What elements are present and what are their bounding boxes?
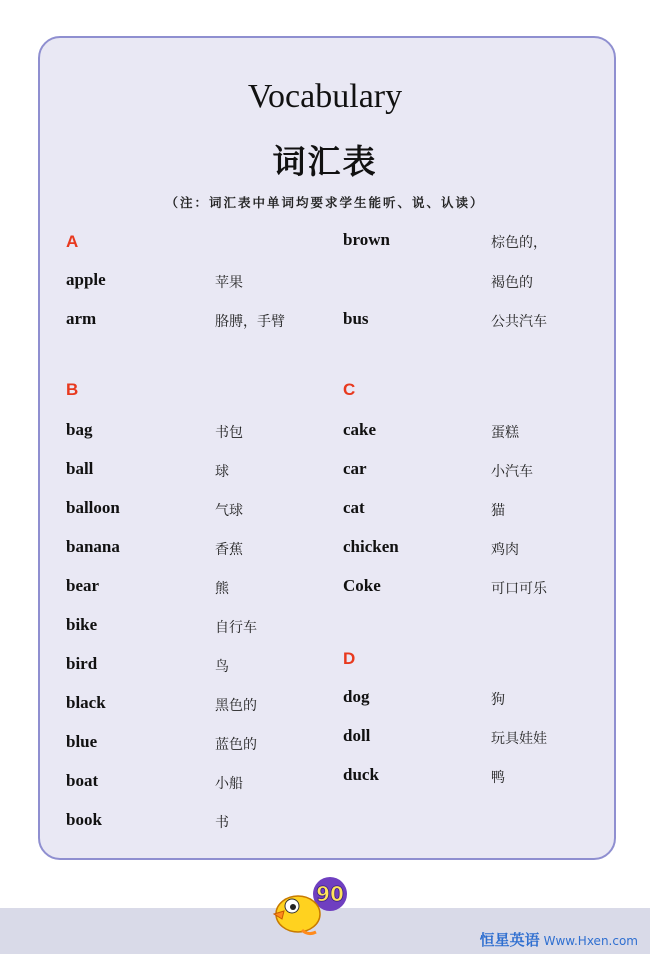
vocab-word: balloon <box>66 498 120 517</box>
vocab-meaning: 香蕉 <box>215 542 243 558</box>
vocab-meaning: 可口可乐 <box>491 581 547 597</box>
vocab-word: duck <box>343 765 379 784</box>
vocab-meaning: 鸡肉 <box>491 542 519 558</box>
vocab-word: ball <box>66 459 94 478</box>
vocab-word: cat <box>343 498 365 517</box>
vocab-meaning: 黑色的 <box>215 698 257 714</box>
vocab-meaning: 气球 <box>215 503 243 519</box>
vocab-word: arm <box>66 309 97 328</box>
vocab-meaning: 鸭 <box>491 770 505 786</box>
vocab-meaning: 蓝色的 <box>215 737 257 753</box>
vocab-meaning: 狗 <box>491 692 505 708</box>
vocab-meaning: 苹果 <box>215 275 243 291</box>
section-letter-a: A <box>66 232 79 251</box>
page-number: 90 <box>316 882 344 906</box>
vocab-meaning: 猫 <box>491 503 505 519</box>
page-subtitle: 词汇表 <box>272 142 378 181</box>
vocab-meaning: 胳膊，手臂 <box>215 314 285 330</box>
vocab-meaning: 小汽车 <box>491 464 533 480</box>
page-note: （注：词汇表中单词均要求学生能听、说、认读） <box>165 195 485 210</box>
vocab-word: banana <box>66 537 120 556</box>
vocab-word: apple <box>66 270 106 289</box>
vocab-meaning: 棕色的， <box>491 235 547 251</box>
vocab-word: bus <box>343 309 369 328</box>
vocab-meaning: 熊 <box>215 581 229 597</box>
vocab-meaning: 自行车 <box>215 620 257 636</box>
section-letter-c: C <box>343 380 356 399</box>
page-title: Vocabulary <box>247 78 403 115</box>
vocab-word: book <box>66 810 102 829</box>
vocab-word: brown <box>343 230 390 249</box>
vocab-word: doll <box>343 726 371 745</box>
vocab-meaning: 公共汽车 <box>491 314 547 330</box>
vocab-word: car <box>343 459 367 478</box>
vocab-word: bike <box>66 615 98 634</box>
vocab-word: bird <box>66 654 98 673</box>
watermark <box>480 929 638 950</box>
vocab-word: dog <box>343 687 370 706</box>
vocab-word: Coke <box>343 576 381 595</box>
section-letter-b: B <box>66 380 79 399</box>
watermark-url: Www.Hxen.com <box>543 934 638 948</box>
vocab-word: cake <box>343 420 377 439</box>
vocab-meaning: 书 <box>215 815 229 831</box>
vocab-word: bear <box>66 576 100 595</box>
vocab-word: chicken <box>343 537 399 556</box>
vocab-word: bag <box>66 420 93 439</box>
vocab-meaning: 玩具娃娃 <box>491 731 547 747</box>
vocab-word: blue <box>66 732 98 751</box>
vocab-meaning: 蛋糕 <box>491 425 519 441</box>
vocab-word: black <box>66 693 106 712</box>
watermark-brand: 恒星英语 <box>479 931 540 949</box>
section-letter-d: D <box>343 649 356 668</box>
vocab-meaning: 球 <box>215 464 229 480</box>
duck-mascot <box>268 876 358 938</box>
vocab-meaning: 小船 <box>215 776 243 792</box>
vocab-meaning-continued: 褐色的 <box>491 275 533 291</box>
vocab-meaning: 鸟 <box>215 659 229 675</box>
vocab-word: boat <box>66 771 99 790</box>
vocab-meaning: 书包 <box>215 425 243 441</box>
